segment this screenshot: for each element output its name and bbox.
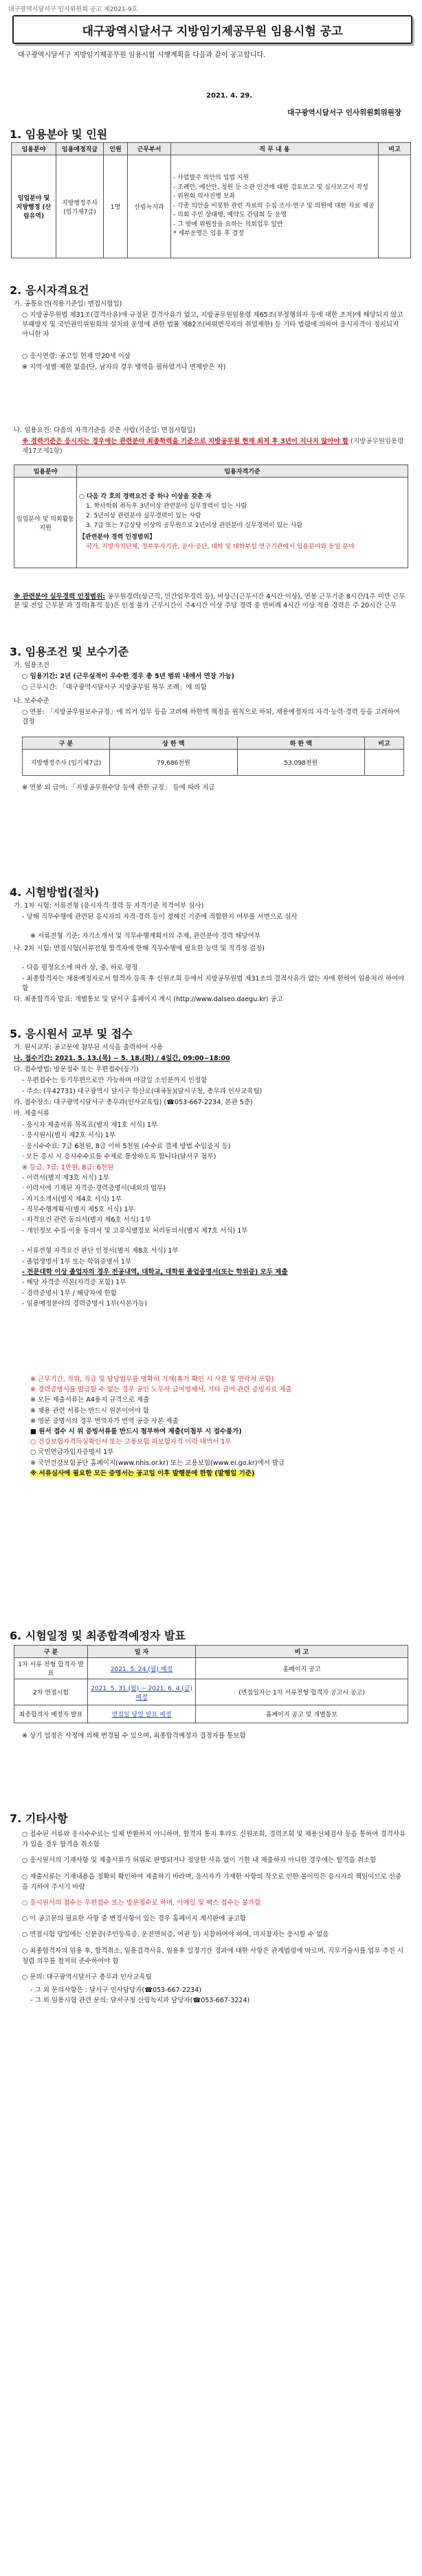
s5-item: - 응시원서(별지 제2호 서식) 1부 bbox=[22, 1132, 115, 1140]
sch-col-date: 일 자 bbox=[88, 1646, 196, 1658]
q-col-field: 임용분야 bbox=[14, 465, 77, 478]
cell-dept: 산림녹지과 bbox=[128, 155, 171, 258]
section-5-heading: 5. 응시원서 교부 및 접수 bbox=[10, 1027, 133, 1040]
sal-col-min: 하 한 액 bbox=[237, 737, 365, 750]
col-field: 임용분야 bbox=[12, 143, 56, 155]
s5-item: - 서류전형 자격요건 판단 인정서(별지 제8호 서식) 1부 bbox=[22, 1247, 179, 1255]
s5-item: - 응시자 제출서류 목록표(별지 제1호 서식) 1부 bbox=[22, 1121, 158, 1129]
cell-grade: 지방행정주사 (임기제7급) bbox=[56, 155, 104, 258]
duty-line: - 위원회 의사진행 보좌 bbox=[173, 193, 236, 201]
s4-b: 나. 2차 시험: 면접시험(서류전형 합격자에 한해 직무수행에 필요한 능력 및 적격성 검정) bbox=[14, 945, 265, 952]
s5-item: - 자격요건 관련 동의서(별지 제6호 서식) 1부 bbox=[22, 1216, 151, 1224]
issuer: 대구광역시달서구 인사위원회위원장 bbox=[287, 109, 401, 117]
title-box bbox=[12, 15, 412, 44]
s7-contact: - 그 외 임용시험 관련 문의: 달서구청 산림녹지과 담당자(☎053-667-3224) bbox=[30, 1997, 250, 2005]
sch-row2-date: 2021. 5. 31.(월) ~ 2021. 6. 4.(금) 예정 bbox=[88, 1679, 196, 1705]
col-note: 비고 bbox=[379, 143, 411, 155]
q-sub2: 국가, 지방자치단체, 정부투자기관, 공사·공단, 대학 및 대학부설 연구기관에서 임용분야와 동일 분야 bbox=[86, 543, 355, 550]
q-item: 1. 학사학위 취득후 3년이상 관련분야 실무경력이 있는 사람 bbox=[86, 503, 247, 511]
schedule-table bbox=[14, 1645, 408, 1723]
sch-col-type: 구 분 bbox=[14, 1646, 88, 1658]
s5-note: ※ 근무기간, 직위, 직급 및 담당업무를 명확히 기재(휴가 확인 시 사본 및 연락처 포함) bbox=[30, 1376, 274, 1383]
s4-a: 가. 1차 시험: 서류전형 (응시자격·경력 등 자격기준 적격여부 심사) bbox=[14, 902, 204, 910]
s2-a2: ○ 응시연령: 공고일 현재 만20세 이상 bbox=[22, 352, 131, 360]
s5-c: 다. 접수방법: 방문접수 또는 우편접수(등기) bbox=[14, 1066, 139, 1073]
q-cell-criteria bbox=[77, 478, 408, 568]
sal-col-class: 구 분 bbox=[23, 737, 110, 750]
s7-item: ○ 이 공고문의 필요한 사항 중 변경사항이 있는 경우 홈페이지 게시판에 공고함 bbox=[22, 1915, 246, 1923]
sal-cell-min: 53,098천원 bbox=[237, 750, 365, 776]
qualification-table bbox=[14, 464, 408, 568]
s5-item: - 임용예정분야의 경력증명서 1부(사본가능) bbox=[22, 1300, 147, 1308]
s5-c1: - 우편접수는 등기우편으로만 가능하며 마감일 소인분까지 인정함 bbox=[22, 1077, 208, 1084]
s5-item: - 자기소개서(별지 제4호 서식) 1부 bbox=[22, 1195, 122, 1203]
s4-c: 다. 최종합격자 발표: 개별통보 및 달서구 홈페이지 게시 (http://www.dalseo.daegu.kr) 공고 bbox=[14, 996, 283, 1003]
s7-item: ○ 최종합격자의 임용 후, 합격취소, 임용결격사유, 임용후 일정기간 경과에 대한 사항은 관계법령에 따르며, 직무기술서를 업무 추진 시 청렴 의무를 철저히 준수하여야 함 bbox=[22, 1947, 404, 1965]
s3-a: 가. 임용조건 bbox=[14, 662, 49, 669]
s2-b1-text: ※ 경력기준은 응시자는 경우에는 관련분야 최종학력을 기준으로 지방공무원 현재 최저 후 3년이 지나지 않아야 함 bbox=[22, 438, 349, 445]
s5-note: ※ 국민건강보험공단 홈페이지(www.nhis.or.kr) 또는 고용보험(www.ei.go.kr)에서 발급 bbox=[30, 1459, 285, 1467]
s4-b1: - 다음 평정요소에 따라 상, 중, 하로 평정 bbox=[22, 964, 138, 972]
sch-col-note: 비 고 bbox=[196, 1646, 408, 1658]
s5-item: · 모든 응시 시 응시수수료를 수제로 통상하도록 합니다(달서구 첨부) bbox=[22, 1153, 216, 1161]
section-3-heading: 3. 임용조건 및 보수기준 bbox=[10, 645, 129, 658]
recruit-table bbox=[11, 142, 411, 258]
s2-b1-ref: (지방공무원임용령 제17조제1항) bbox=[22, 438, 404, 455]
duty-line: - 의회 주민 상대행, 예약도 간담회 등 운영 bbox=[173, 212, 287, 219]
q-item: 2. 5년이상 관련분야 실무경력이 있는 사람 bbox=[86, 513, 201, 520]
s5-item: - 전문대학 이상 졸업자의 경우 전공내역, 대학교, 대학원 졸업증명서(또는 학위증) 모두 제출 bbox=[22, 1268, 288, 1276]
s2-note bbox=[14, 592, 408, 611]
q-col-criteria: 임용자격기준 bbox=[77, 465, 408, 478]
cell-field: 임업분야 및 지방행정 (산림유역) bbox=[12, 155, 56, 258]
s3-a2: ○ 근무시간: 「대구광역시달서구 지방공무원 복무 조례」에 의함 bbox=[22, 684, 207, 691]
duty-line: - 각종 의안을 비롯한 관련 자료의 수집·조사·연구 및 의원에 대한 자료 제공 bbox=[173, 202, 375, 210]
q-cell-field: 임업분야 및 의회활동 지원 bbox=[14, 478, 77, 568]
s4-a2: ※ 서류전형 기준: 자기소개서 및 직무수행계획서의 주제, 관련분야 경력 해당여부 bbox=[30, 932, 261, 940]
sch-row1-type: 1차 서류 전형 합격자 발표 bbox=[14, 1658, 88, 1679]
s5-item: · 이력서에 기재된 자격증·경력증명서(내외의 업무) bbox=[22, 1185, 166, 1193]
sch-row3-type: 최종합격자 예정자 발표 bbox=[14, 1705, 88, 1723]
duty-line: * 세부운영은 임용 후 결정 bbox=[173, 230, 244, 238]
sch-row2-note: (면접일자는 1차 서류전형 합격자 공고시 공고) bbox=[196, 1679, 408, 1705]
s5-d: 라. 접수장소: 대구광역시달서구 총무과(인사교육팀) (☎053-667-2234, 본관 5층) bbox=[14, 1099, 253, 1106]
s7-item: ○ 응시원서의 기재사항 및 제출서류가 허위로 판명되거나 정당한 사유 없이 기한 내 제출하지 아니한 경우에는 합격을 취소함 bbox=[22, 1857, 377, 1865]
cell-duties bbox=[171, 155, 379, 258]
s5-note bbox=[30, 1468, 407, 1479]
cell-count: 1명 bbox=[104, 155, 128, 258]
s2-a3: ※ 지역·성별·제한 없음(단, 남자의 경우 병역을 필하였거나 면제받은 자) bbox=[22, 363, 226, 371]
s5-note: ○ 국민연금가입자증명서 1부 bbox=[30, 1448, 114, 1457]
s2-note2: 공무원경력(상근직, 민간업무경력 등), 비상근(근무시간 4시간 이상), 연봉 근무기준 8시간/1주 미만 근무분 및 전일 근무분 과 경력(휴직 등)은 인정 불가 근무시간이 주4시간 이상 주당 경력 중 반비례 4시간 이상 적용 경력은 주 20시간 근무 bbox=[14, 593, 406, 610]
announcement-reference: 대구광역시달서구 인사위원회 공고 제2021-9호 bbox=[8, 6, 138, 13]
s5-item: - 직무수행계획서(별지 제5호 서식) 1부 bbox=[22, 1206, 135, 1213]
cell-note bbox=[379, 155, 411, 258]
sch-row3-date: 면접일 당일 발표 예정 bbox=[88, 1705, 196, 1723]
s4-a1: - 당해 직무수행에 관련된 응시자의 자격·경력 등이 정해진 기준에 적합한지 여부를 서면으로 심사 bbox=[22, 913, 298, 921]
s5-item: ※ 등급, 7급: 1만원, 8급: 6천원 bbox=[22, 1163, 114, 1172]
col-dept: 근무부서 bbox=[128, 143, 171, 155]
s5-note-highlight: ※ 서류심사에 필요한 모든 증명서는 공고일 이후 발행분에 한함 (발행일 기준) bbox=[30, 1469, 255, 1477]
salary-table bbox=[22, 737, 404, 776]
duty-line: - 그 밖에 위원장을 요하는 의회업무 일반 bbox=[173, 221, 283, 228]
section-1-heading: 1. 임용분야 및 인원 bbox=[10, 128, 108, 141]
s2-b: 나. 임용요건: 다음의 자격기준을 갖춘 사람(기준일: 면접시험일) bbox=[14, 427, 196, 434]
col-duties: 직 무 내 용 bbox=[171, 143, 379, 155]
sch-row3-note: 홈페이지 공고 및 개별통보 bbox=[196, 1705, 408, 1723]
s7-item: ○ 문의: 대구광역시달서구 총무과 인사교육팀 bbox=[22, 1973, 152, 1981]
s5-note: ※ 모든 제출서류는 A4용지 규격으로 제출 bbox=[30, 1396, 150, 1404]
s5-item: - 경력증명서 1부 / 해당자에 한함 bbox=[22, 1289, 117, 1297]
s5-item: - 해당 자격증 사본(자격증 포함) 1부 bbox=[22, 1279, 126, 1287]
s2-b1 bbox=[22, 437, 407, 456]
s5-note: ○ 건강보험자격득실확인서 또는 고용보험 피보험자격 이력 내역서 1부 bbox=[30, 1438, 232, 1446]
duty-line: - 사업발주 의안의 입법 지원 bbox=[173, 175, 249, 182]
s5-item: · 응시수수료: 7급 6천원, 8급 이하 5천원 (수수료 결제 방법 수입증지 등) bbox=[22, 1142, 231, 1150]
page-title: 대구광역시달서구 지방임기제공무원 임용시험 공고 bbox=[82, 24, 343, 38]
s5-items bbox=[22, 1120, 407, 1309]
duty-line: - 조례안, 예산안, 청원 등 소관 안건에 대한 검토보고 및 심사보고서 작성 bbox=[173, 183, 368, 191]
s5-note: ■ 원서 접수 시 위 증빙서류를 반드시 첨부하여 제출(미첨부 시 접수불가) bbox=[30, 1427, 242, 1435]
s7-item: ○ 면접시험 당일에는 신분증(주민등록증, 운전면허증, 여권 등) 지참하여야 하며, 미지참자는 응시할 수 없음 bbox=[22, 1931, 329, 1939]
s5-c2: - 주소: (우42731) 대구광역시 달서구 학산로(대곡동)(달서구청, 총무과 인사교육팀) bbox=[22, 1088, 263, 1095]
s5-item: - 졸업생명서 1부 또는 학위증명서 1부 bbox=[22, 1257, 132, 1266]
s7-contact: - 그 외 문의사항은 : 달서구 인사담당자(☎053-667-2234) bbox=[30, 1986, 201, 1995]
col-count: 인원 bbox=[104, 143, 128, 155]
q-item: 3. 7급 또는 7급상당 이상의 공무원으로 2년이상 관련분야 실무경력이 있는 사람 bbox=[86, 522, 303, 529]
s3-a1: ○ 임용기간: 2년 (근무실적이 우수한 경우 총 5년 범위 내에서 연장 가능) bbox=[22, 673, 234, 680]
q-sub: 【관련분야 경력 인정범위】 bbox=[79, 533, 156, 541]
s3-b1: ○ 연봉: 「지방공무원보수규정」에 의거 업무 등을 고려해 하한액 책정을 원칙으로 하되, 채용예정자의 자격·능력·경력 등을 고려하여 결정 bbox=[22, 708, 400, 726]
s5-note: ※ 영문 증명서의 경우 번역자가 번역 공증 사본 제출 bbox=[30, 1417, 179, 1425]
s3-note: ※ 연봉 외 급여: 「지방공무원수당 등에 관한 규정」 등에 따라 지급 bbox=[22, 784, 215, 792]
s2-a1: ○ 지방공무원법 제31조(결격사유)에 규정된 결격사유가 없고, 지방공무원임용령 제65조(부정행위자 등에 대한 조치)에 해당되지 않고 부패방지 및 국민권익위원회의 설치와 운영에 관한 법률 제82조(비위면직자의 취업제한) 등 기타 법령에 의하여 응시자격이 정지되지 아니한 자 bbox=[22, 311, 403, 338]
s6-note: ※ 상기 일정은 사정에 의해 변경될 수 있으며, 최종합격예정자 결정자를 통보함 bbox=[22, 1732, 246, 1740]
s3-b: 나. 보수수준 bbox=[14, 697, 49, 705]
q-head: ○ 다음 각 호의 경력요건 중 하나 이상을 갖춘 자 bbox=[79, 493, 212, 501]
s5-item: - 개인정보 수집·이용 동의서 및 고유식별정보 처리동의서(별지 제7호 서식) 1부 bbox=[22, 1227, 248, 1235]
sch-row2-type: 2차 면접시험 bbox=[14, 1679, 88, 1705]
s7-item: ○ 접수된 서류와 응시수수료는 일체 반환하지 아니하며, 합격자 통지 후라도 신원조회, 경력조회 및 채용신체검사 등을 통하여 결격사유가 있을 경우 합격을 취소함 bbox=[22, 1830, 406, 1849]
s2-note1: ※ 관련분야 실무경력 인정범위: bbox=[14, 593, 106, 601]
section-4-heading: 4. 시험방법(절차) bbox=[10, 886, 100, 899]
s5-e: 마. 제출서류 bbox=[14, 1110, 49, 1117]
s4-b2: - 최종합격자는 채용예정자로서 합격자 등록 후 신원조회 등에서 지방공무원법 제31조의 결격사유가 없는 자에 한하여 임용처리 하여야 함 bbox=[22, 975, 405, 992]
section-6-heading: 6. 시험일정 및 최종합격예정자 발표 bbox=[10, 1629, 186, 1642]
s2-a: 가. 공통요건(적용기준일: 면접시험일) bbox=[14, 300, 122, 308]
sal-col-note: 비고 bbox=[365, 737, 404, 750]
announce-date: 2021. 4. 29. bbox=[206, 92, 253, 100]
sal-cell-max: 79,686천원 bbox=[110, 750, 238, 776]
s7-item: ○ 제출서류는 기재내용을 정확히 확인하여 제출하기 바라며, 응시자가 기재한 사항의 착오로 인한 불이익은 응시자의 책임이므로 신중을 기하여 주시기 바람 bbox=[22, 1872, 402, 1891]
s5-item: - 이력서(별지 제3호 서식) 1부 bbox=[22, 1174, 109, 1182]
intro-text: 대구광역시달서구 지방임기제공무원 임용시험 시행계획을 다음과 같이 공고합니다. bbox=[18, 52, 266, 59]
sch-row1-date: 2021. 5. 24.(월) 예정 bbox=[88, 1658, 196, 1679]
s5-note: ※ 경력증명서를 발급할 수 없는 경우 공인 노무사 급여명세서, 기타 급여 관련 증빙자료 제출 bbox=[30, 1386, 292, 1394]
s5-note: ※ 채용 관련 서류는 반드시 원본이어야 함 bbox=[30, 1407, 149, 1415]
s5-a: 가. 원서교부: 공고문에 첨부된 서식을 출력하여 사용 bbox=[14, 1044, 164, 1051]
sal-cell-note bbox=[365, 750, 404, 776]
section-7-heading: 7. 기타사항 bbox=[10, 1812, 68, 1825]
sal-col-max: 상 한 액 bbox=[110, 737, 238, 750]
sch-row1-note: 홈페이지 공고 bbox=[196, 1658, 408, 1679]
s7-items bbox=[22, 1829, 407, 2006]
s5-notes bbox=[30, 1374, 407, 1479]
section-2-heading: 2. 응시자격요건 bbox=[10, 284, 89, 297]
sal-cell-class: 지방행정주사 (임기제7급) bbox=[23, 750, 110, 776]
col-grade: 임용예정직급 bbox=[56, 143, 104, 155]
s5-b: 나. 접수기간: 2021. 5. 13.(목) ~ 5. 18.(화) / 4일간, 09:00~18:00 bbox=[14, 1055, 230, 1062]
s7-item: ○ 응시원서의 접수는 우편접수 또는 방문접수로 하며, 이메일 및 팩스 접수는 불가함 bbox=[22, 1899, 261, 1907]
